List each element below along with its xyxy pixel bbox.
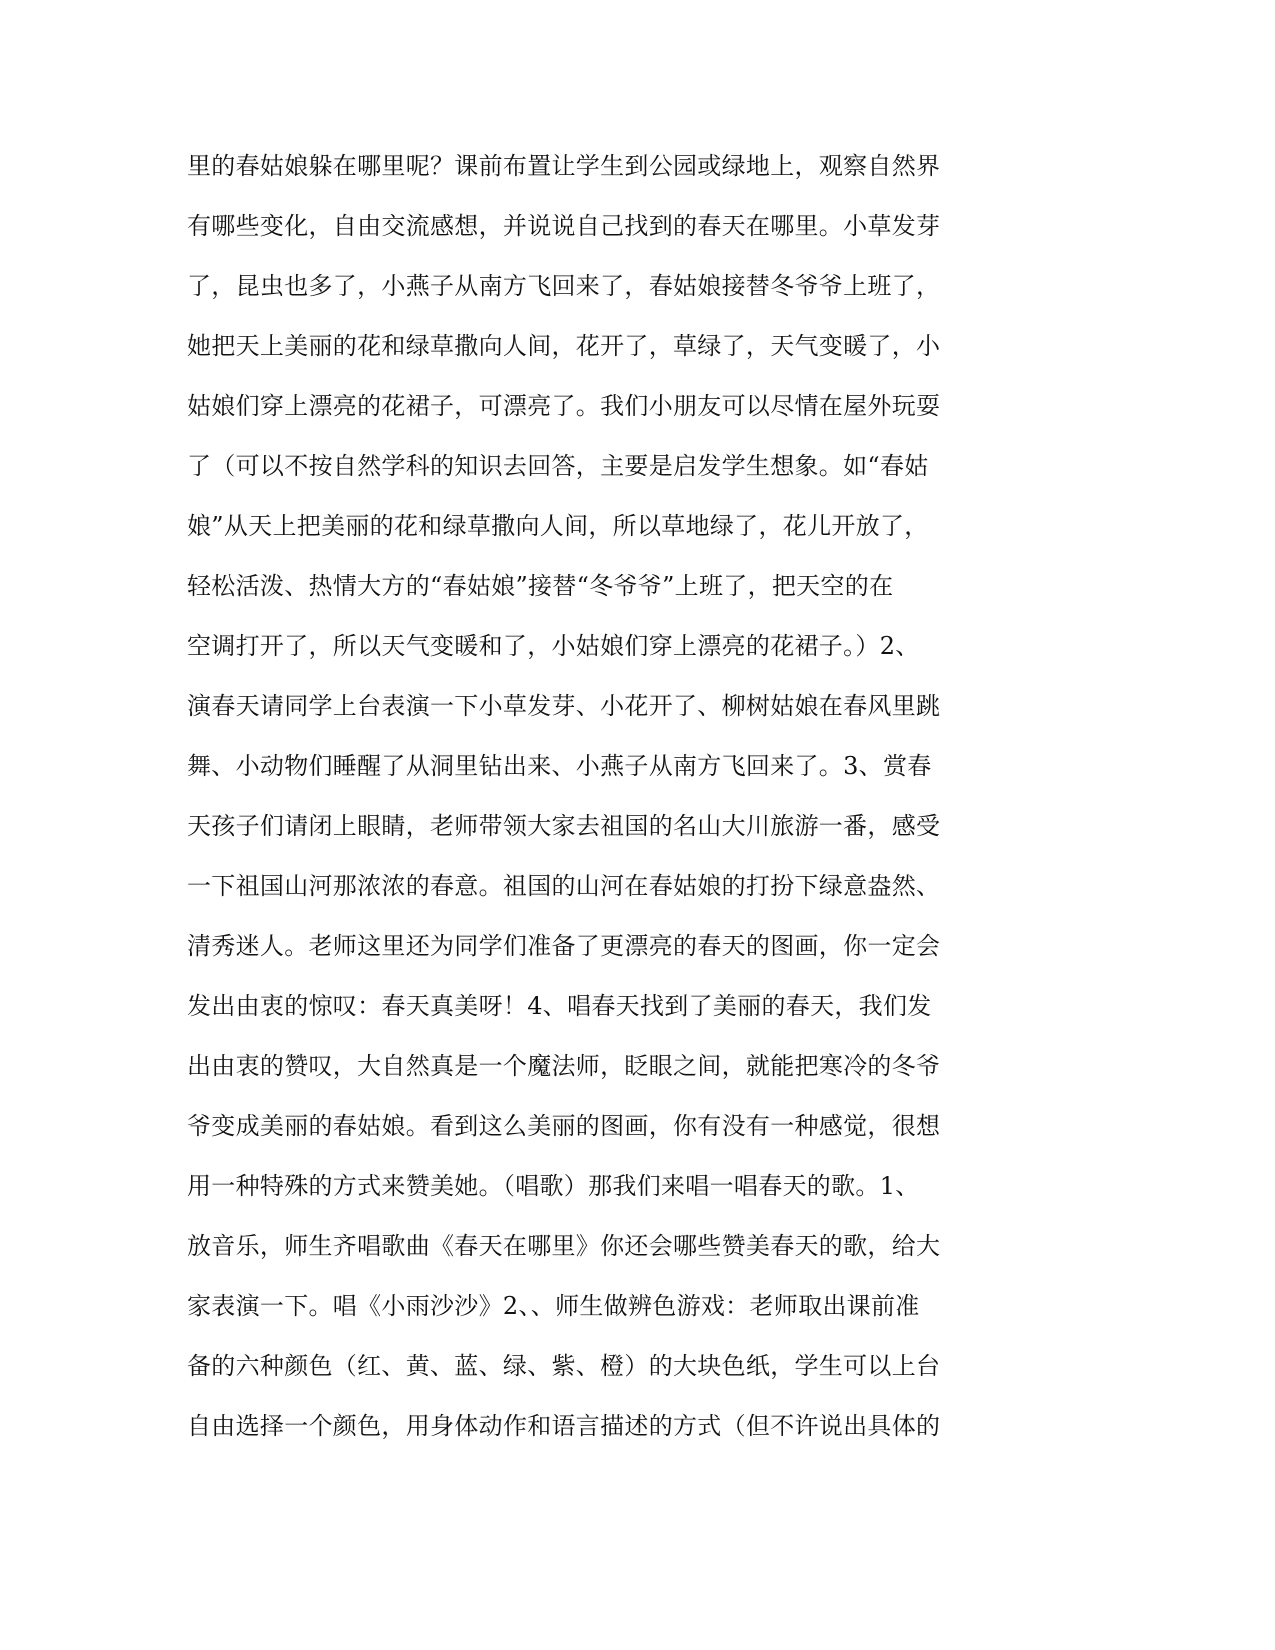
text-line: 舞、小动物们睡醒了从洞里钻出来、小燕子从南方飞回来了。3、赏春 [187,752,932,780]
text-line: 她把天上美丽的花和绿草撒向人间，花开了，草绿了，天气变暖了，小 [187,332,941,360]
text-line: 了，昆虫也多了，小燕子从南方飞回来了，春姑娘接替冬爷爷上班了， [187,272,941,300]
text-line: 一下祖国山河那浓浓的春意。祖国的山河在春姑娘的打扮下绿意盎然、 [187,872,941,900]
text-line: 空调打开了，所以天气变暖和了，小姑娘们穿上漂亮的花裙子。）2、 [187,632,920,660]
text-line: 姑娘们穿上漂亮的花裙子，可漂亮了。我们小朋友可以尽情在屋外玩耍 [187,392,941,420]
text-line: 放音乐，师生齐唱歌曲《春天在哪里》你还会哪些赞美春天的歌，给大 [187,1232,941,1260]
text-line: 家表演一下。唱《小雨沙沙》2、、师生做辨色游戏：老师取出课前准 [187,1292,920,1320]
text-line: 爷变成美丽的春姑娘。看到这么美丽的图画，你有没有一种感觉，很想 [187,1112,941,1140]
text-line: 用一种特殊的方式来赞美她。（唱歌）那我们来唱一唱春天的歌。1、 [187,1172,920,1200]
text-line: 天孩子们请闭上眼睛，老师带领大家去祖国的名山大川旅游一番，感受 [187,812,941,840]
text-line: 有哪些变化，自由交流感想，并说说自己找到的春天在哪里。小草发芽 [187,212,941,240]
body-text [187,146,967,1466]
text-line: 清秀迷人。老师这里还为同学们准备了更漂亮的春天的图画，你一定会 [187,932,941,960]
text-line: 出由衷的赞叹，大自然真是一个魔法师，眨眼之间，就能把寒冷的冬爷 [187,1052,941,1080]
text-line: 发出由衷的惊叹：春天真美呀！4、唱春天找到了美丽的春天，我们发 [187,992,932,1020]
text-line: 娘”从天上把美丽的花和绿草撒向人间，所以草地绿了，花儿开放了， [187,512,929,540]
text-line: 演春天请同学上台表演一下小草发芽、小花开了、柳树姑娘在春风里跳 [187,692,941,720]
text-line: 轻松活泼、热情大方的“春姑娘”接替“冬爷爷”上班了，把天空的在 [187,572,894,600]
text-line: 自由选择一个颜色，用身体动作和语言描述的方式（但不许说出具体的 [187,1412,941,1440]
text-line: 了（可以不按自然学科的知识去回答，主要是启发学生想象。如“春姑 [187,452,929,480]
text-line: 备的六种颜色（红、黄、蓝、绿、紫、橙）的大块色纸，学生可以上台 [187,1352,941,1380]
text-line: 里的春姑娘躲在哪里呢？课前布置让学生到公园或绿地上，观察自然界 [187,152,941,180]
